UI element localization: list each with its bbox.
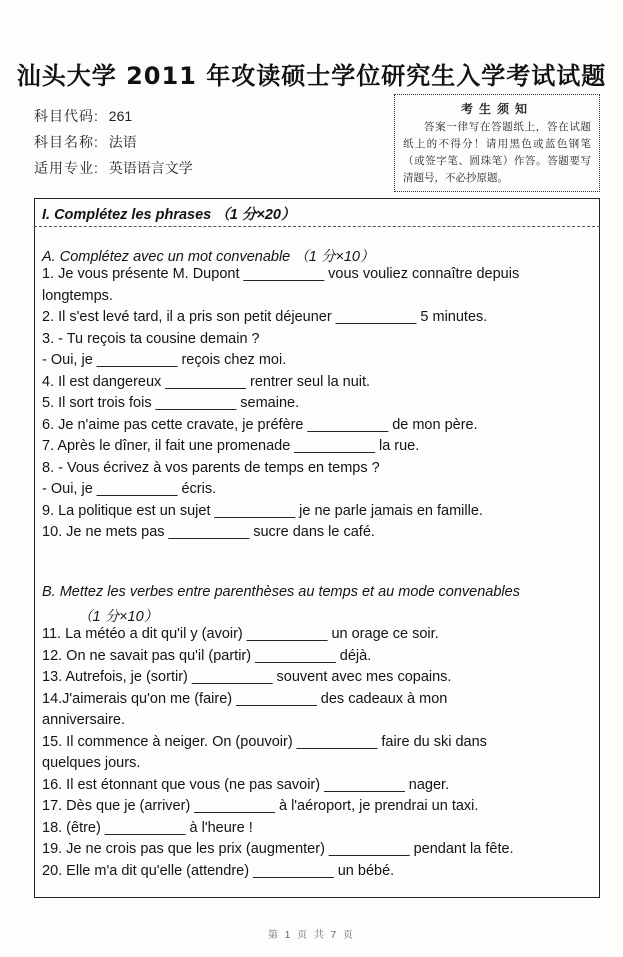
question-line: 11. La météo a dit qu'il y (avoir) __________ un orage ce soir. bbox=[42, 626, 439, 642]
question-line: 5. Il sort trois fois __________ semaine. bbox=[42, 395, 300, 411]
exam-title: 汕头大学 2011 年攻读硕士学位研究生入学考试试题 bbox=[16, 62, 607, 90]
question-line: 16. Il est étonnant que vous (ne pas savoir) __________ nager. bbox=[42, 776, 450, 793]
candidate-notice-box bbox=[394, 94, 600, 192]
question-line: - Oui, je __________ écris. bbox=[42, 481, 217, 497]
question-line: 15. Il commence à neiger. On (pouvoir) __________ faire du ski dans bbox=[42, 733, 487, 750]
part-a-heading: A. Complétez avec un mot convenable （1 分×10） bbox=[42, 249, 375, 265]
question-line: 20. Elle m'a dit qu'elle (attendre) __________ un bébé. bbox=[42, 862, 395, 879]
question-frame bbox=[34, 198, 600, 898]
question-line: 9. La politique est un sujet __________ je ne parle jamais en famille. bbox=[42, 502, 483, 519]
question-line: 6. Je n'aime pas cette cravate, je préfère __________ de mon père. bbox=[42, 416, 478, 433]
notice-body: 答案一律写在答题纸上，答在试题纸上的不得分！请用黑色或蓝色钢笔（或签字笔、圆珠笔）作答。答题要写清题号，不必抄原题。 bbox=[403, 121, 591, 184]
question-line: 19. Je ne crois pas que les prix (augmenter) __________ pendant la fête. bbox=[42, 841, 514, 857]
question-line: 10. Je ne mets pas __________ sucre dans le café. bbox=[42, 524, 375, 540]
subject-code: 科目代码: 261 bbox=[34, 108, 133, 124]
question-line: 4. Il est dangereux __________ rentrer seul la nuit. bbox=[42, 373, 371, 390]
question-line: longtemps. bbox=[42, 287, 113, 304]
question-line: 18. (être) __________ à l'heure ! bbox=[42, 819, 253, 836]
question-line: 13. Autrefois, je (sortir) __________ souvent avec mes copains. bbox=[42, 669, 452, 685]
question-line: 7. Après le dîner, il fait une promenade __________ la rue. bbox=[42, 438, 420, 454]
question-line: 17. Dès que je (arriver) __________ à l'aéroport, je prendrai un taxi. bbox=[42, 798, 479, 814]
question-line: 2. Il s'est levé tard, il a pris son petit déjeuner __________ 5 minutes. bbox=[42, 309, 488, 325]
applicable-major: 适用专业: 英语语言文学 bbox=[34, 160, 193, 176]
question-line: quelques jours. bbox=[42, 755, 141, 771]
section-divider bbox=[34, 226, 600, 227]
part-b-points: （1 分×10） bbox=[78, 609, 159, 625]
question-line: 1. Je vous présente M. Dupont __________ vous vouliez connaître depuis bbox=[42, 266, 520, 282]
question-line: 3. - Tu reçois ta cousine demain ? bbox=[42, 330, 260, 347]
question-line: 8. - Vous écrivez à vos parents de temps en temps ? bbox=[42, 459, 380, 476]
page-number: 第 1 页 共 7 页 bbox=[267, 930, 355, 941]
question-line: anniversaire. bbox=[42, 712, 126, 728]
question-line: 14.J'aimerais qu'on me (faire) __________ des cadeaux à mon bbox=[42, 690, 448, 707]
subject-name: 科目名称: 法语 bbox=[34, 134, 137, 150]
part-b-heading: B. Mettez les verbes entre parenthèses au temps et au mode convenables bbox=[42, 584, 520, 600]
question-line: 12. On ne savait pas qu'il (partir) __________ déjà. bbox=[42, 647, 372, 664]
question-line: - Oui, je __________ reçois chez moi. bbox=[42, 352, 287, 368]
notice-title: 考生须知 bbox=[460, 102, 533, 116]
section-heading: I. Complétez les phrases （1 分×20） bbox=[42, 207, 296, 223]
